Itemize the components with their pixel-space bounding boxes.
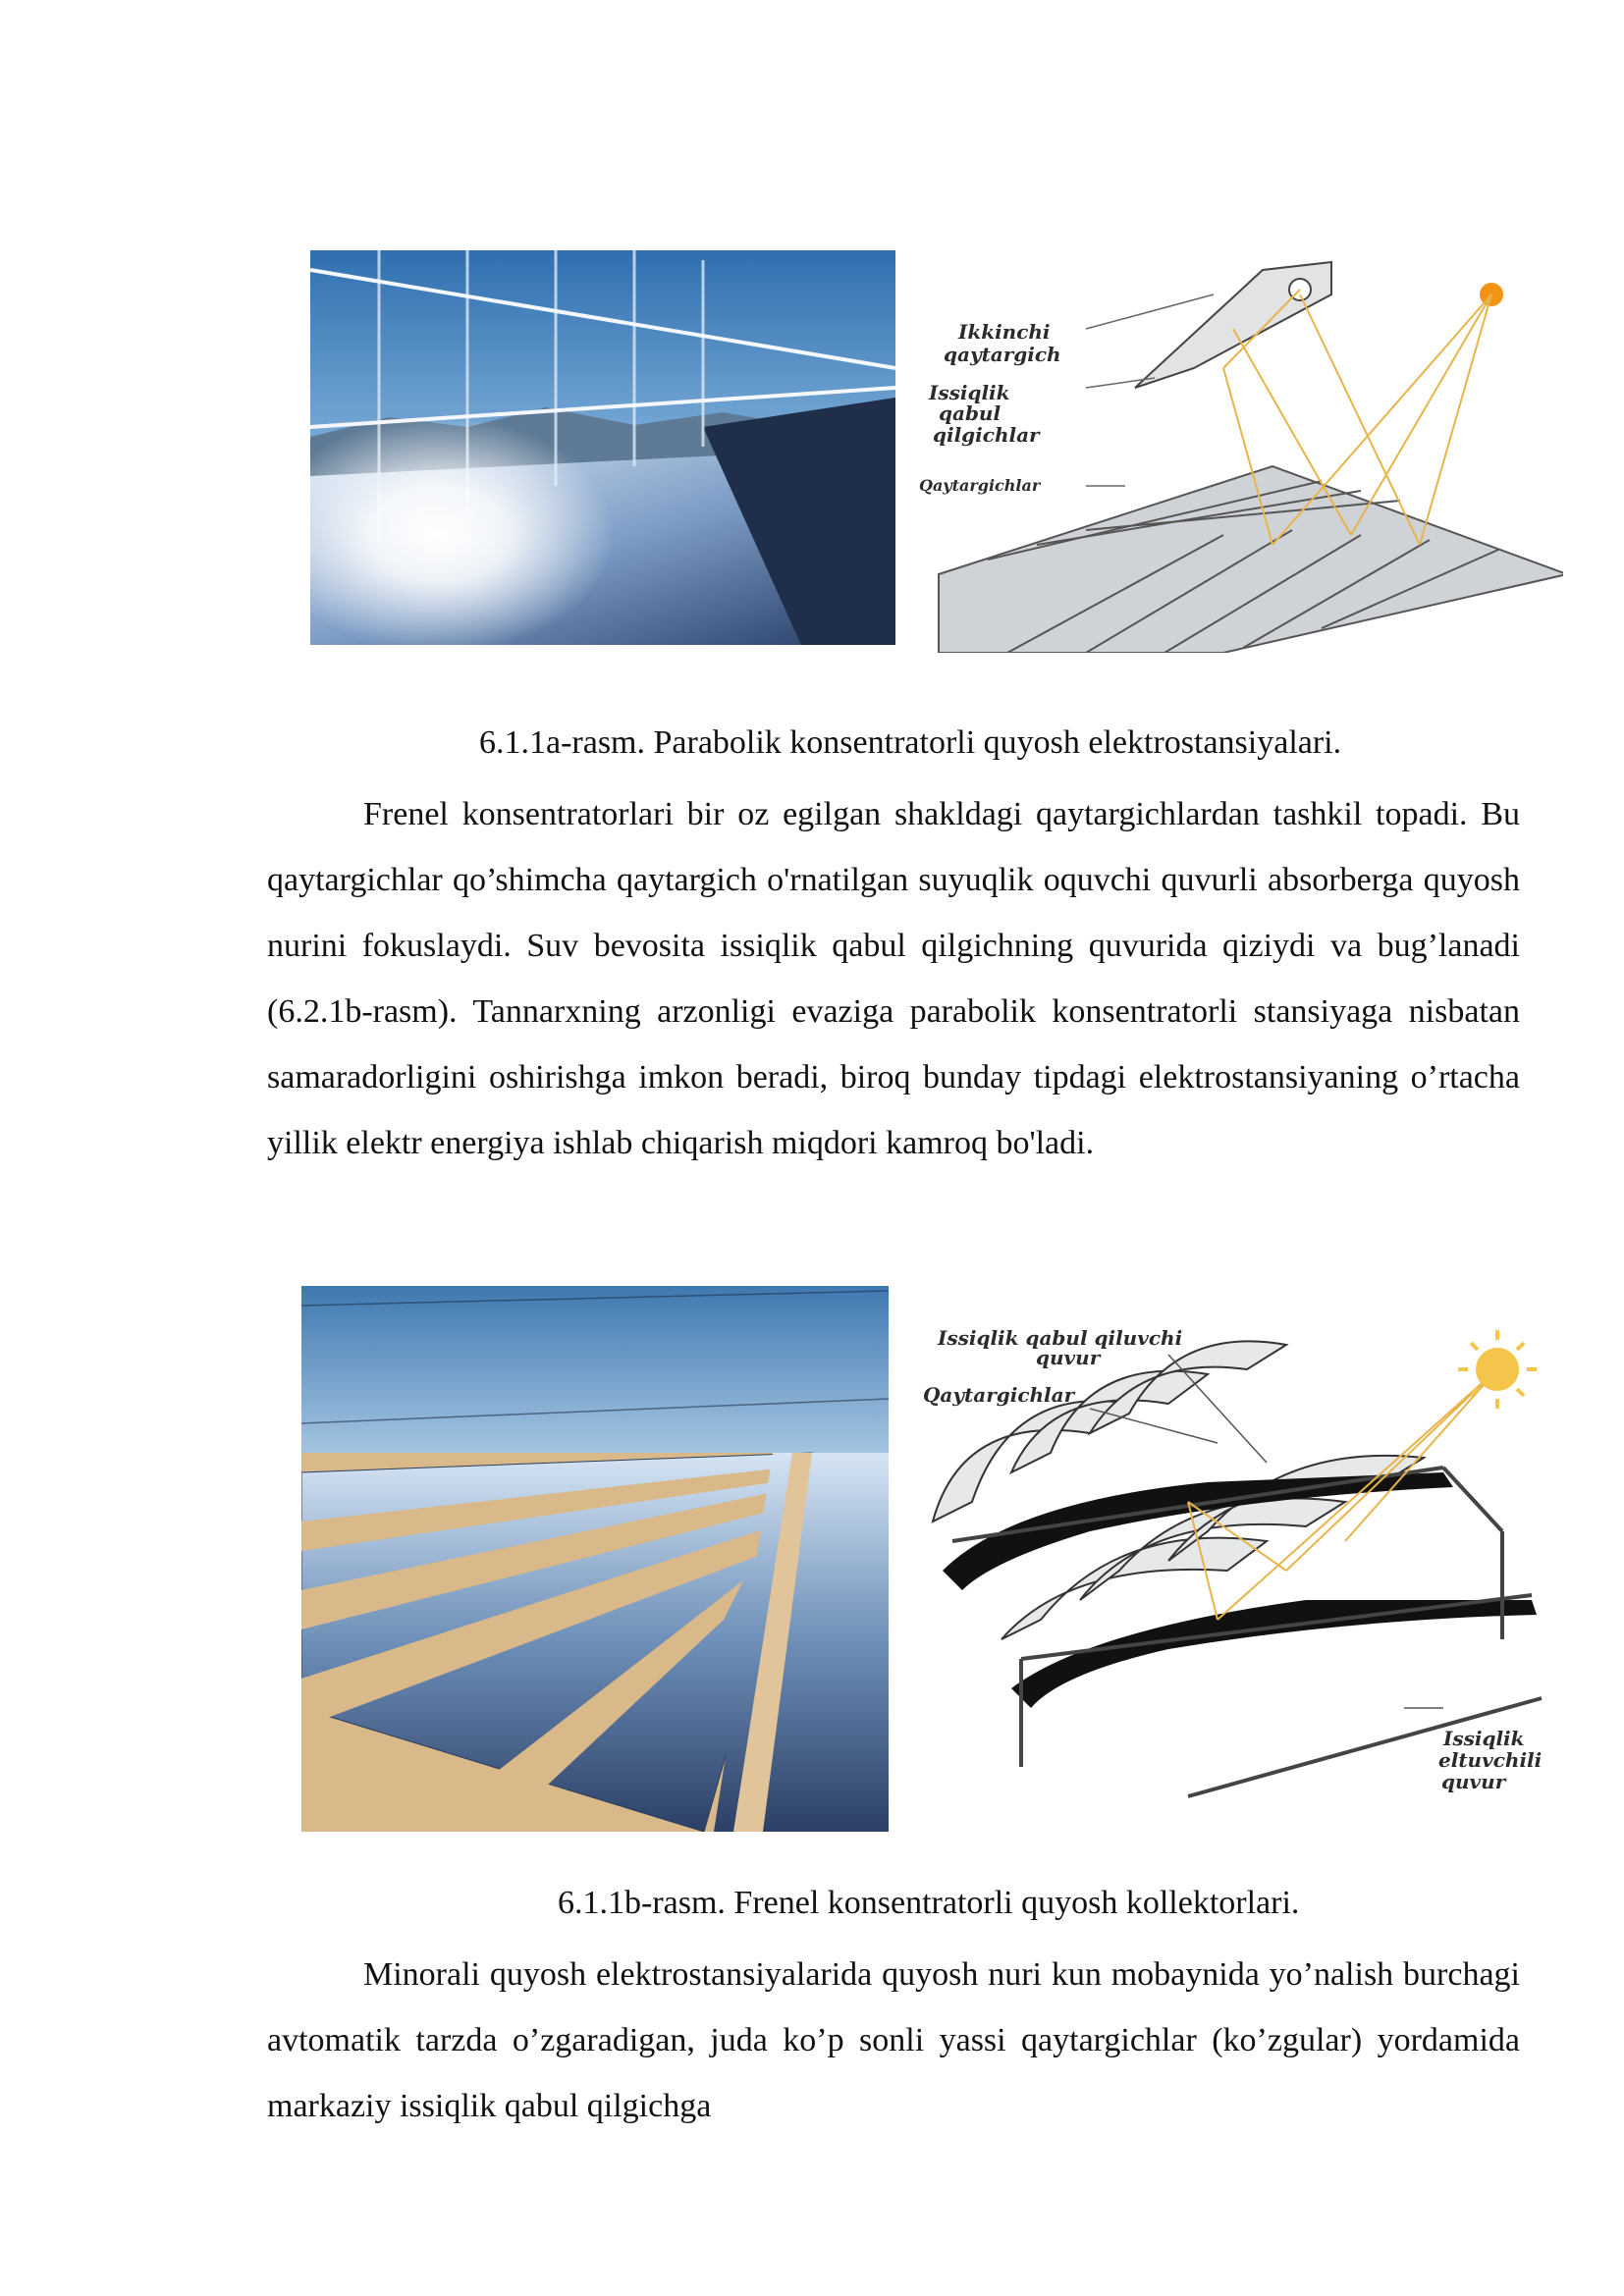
- label-transport-pipe-2: eltuvchili: [1438, 1748, 1543, 1772]
- label-secondary-reflector-1: Ikkinchi: [958, 320, 1051, 344]
- figure-a-caption: 6.1.1a-rasm. Parabolik konsentratorli quyosh elektrostansiyalari.: [479, 724, 1342, 761]
- paragraph-tower: Minorali quyosh elektrostansiyalarida quyosh nuri kun mobaynida yo’nalish burchagi avtomatik tarzda o’zgaradigan, juda ko’p sonli yassi qaytargichlar (ko’zgular) yordamida markaziy issiqlik qabul qilgichga: [267, 1956, 1520, 2124]
- fresnel-collector-diagram: [893, 1276, 1571, 1826]
- trough-field-photo: [301, 1286, 889, 1832]
- label-reflectors-a: Qaytargichlar: [919, 476, 1041, 495]
- parabolic-plant-photo: [310, 250, 895, 645]
- label-transport-pipe-3: quvur: [1441, 1770, 1506, 1793]
- fresnel-reflector-diagram: [899, 250, 1563, 653]
- label-transport-pipe-1: Issiqlik: [1443, 1727, 1525, 1750]
- label-receiver-pipe-2: quvur: [1036, 1346, 1101, 1369]
- label-heat-receivers-2: qabul: [939, 401, 1001, 425]
- label-receiver-pipe-1: Issiqlik qabul qiluvchi: [938, 1326, 1183, 1350]
- paragraph-fresnel: Frenel konsentratorlari bir oz egilgan shakldagi qaytargichlardan tashkil topadi. Bu qaytargichlar qo’shimcha qaytargich o'rnatilgan suyuqlik oquvchi quvurli absorberga quyosh nurini fokuslaydi. Suv bevosita issiqlik qabul qilgichning quvurida qiziydi va bug’lanadi (6.2.1b-rasm). Tannarxning arzonligi evaziga parabolik konsentratorli stansiyaga nisbatan samaradorligini oshirishga imkon beradi, biroq bunday tipdagi elektrostansiyaning o’rtacha yillik elektr energiya ishlab chiqarish miqdori kamroq bo'ladi.: [267, 796, 1520, 1161]
- figure-b-caption: 6.1.1b-rasm. Frenel konsentratorli quyosh kollektorlari.: [558, 1885, 1300, 1921]
- label-reflectors-b: Qaytargichlar: [923, 1383, 1075, 1407]
- label-heat-receivers-3: qilgichlar: [933, 423, 1040, 447]
- label-secondary-reflector-2: qaytargich: [944, 343, 1061, 366]
- label-heat-receivers-1: Issiqlik: [929, 381, 1010, 404]
